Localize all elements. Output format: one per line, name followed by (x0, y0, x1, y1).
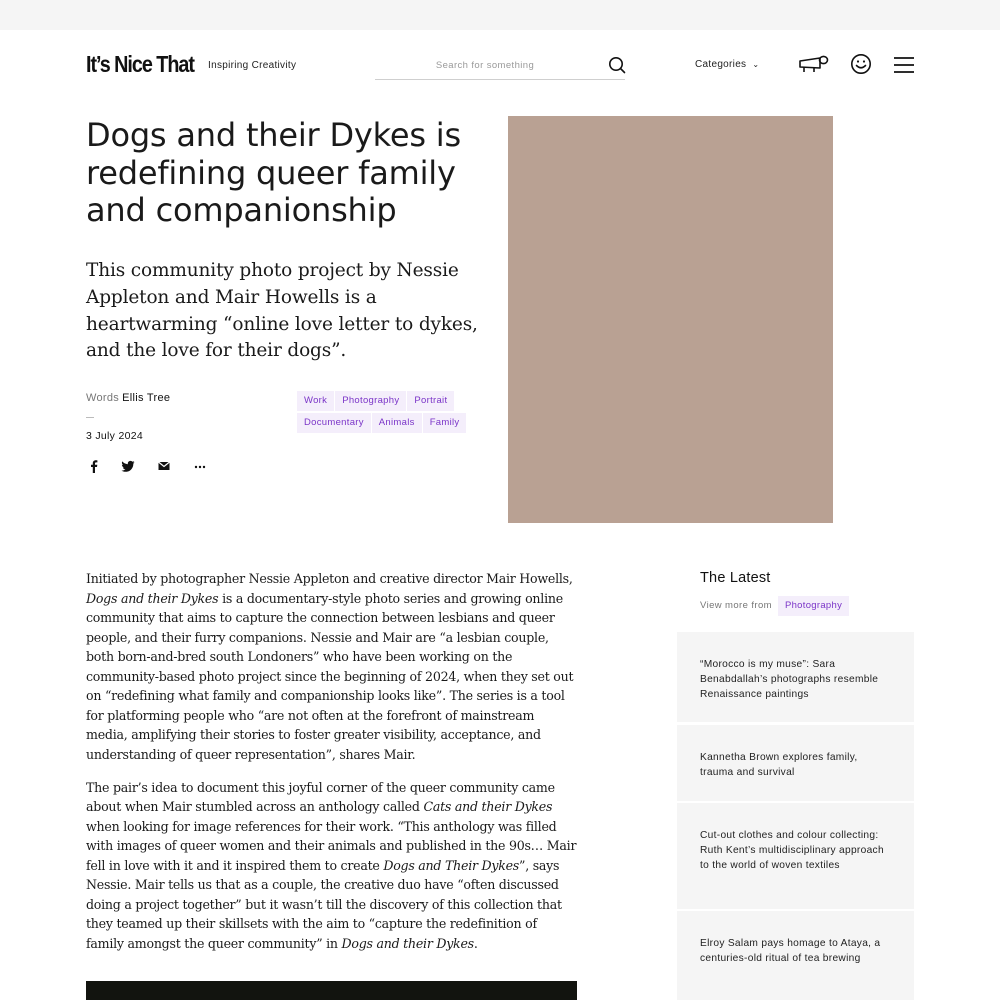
site-logo[interactable]: It’s Nice That (86, 51, 194, 77)
categories-label: Categories (695, 59, 747, 70)
search-input[interactable] (375, 54, 595, 76)
tag-animals[interactable]: Animals (372, 413, 422, 433)
words-label: Words (86, 392, 120, 404)
publish-date: 3 July 2024 (86, 430, 144, 442)
article-image (86, 981, 577, 1000)
site-header (0, 30, 1000, 100)
smiley-icon[interactable] (850, 53, 872, 80)
article-standfirst: This community photo project by Nessie Appleton and Mair Howells is a heartwarming “online love letter to dykes, and the love for their dogs”. (86, 260, 478, 362)
site-tagline: Inspiring Creativity (208, 60, 297, 71)
categories-dropdown[interactable] (695, 59, 759, 70)
twitter-icon[interactable] (120, 458, 136, 474)
latest-heading: The Latest (700, 570, 771, 586)
view-more-tag[interactable]: Photography (778, 596, 849, 616)
tag-documentary[interactable]: Documentary (297, 413, 371, 433)
author-link[interactable]: Ellis Tree (122, 392, 171, 404)
body-paragraph: The pair’s idea to document this joyful corner of the queer community came about when Mair stumbled across an anthology called Cats and their Dykes when looking for image references for their work. “This anthology was filled with images of queer women and their animals and published in the 90s… Mair fell in love with it and it inspired them to create Dogs and Their Dykes”, says Nessie. Mair tells us that as a couple, the creative duo have “often discussed doing a project together” but it wasn’t till the discovery of this collection that they teamed up their skillsets with the aim to “capture the redefinition of family amongst the queer community” in Dogs and their Dykes. (86, 779, 577, 951)
search-icon[interactable] (607, 55, 627, 75)
tag-list (297, 390, 487, 434)
latest-item[interactable]: Elroy Salam pays homage to Ataya, a centuries-old ritual of tea brewing (677, 911, 914, 1000)
hero-image (508, 116, 833, 523)
byline (86, 392, 170, 404)
latest-item[interactable]: Cut-out clothes and colour collecting: Ruth Kent’s multidisciplinary approach to the world of woven textiles (677, 803, 914, 909)
tag-family[interactable]: Family (423, 413, 467, 433)
article-headline: Dogs and their Dykes is redefining queer family and companionship (86, 116, 461, 229)
divider (86, 417, 94, 418)
tag-photography[interactable]: Photography (335, 391, 406, 411)
body-paragraph: Initiated by photographer Nessie Appleton and creative director Mair Howells, Dogs and their Dykes is a documentary-style photo series and growing online community that aims to capture the connection between lesbians and queer people, and their furry companions. Nessie and Mair are “a lesbian couple, both born-and-bred south Londoners” who have been working on the community-based photo project since the beginning of 2024, when they set out on “redefining what family and companionship looks like”. The series is a tool for platforming people who “are not often at the forefront of mainstream media, amplifying their stories to foster greater visibility, acceptance, and understanding of queer representation”, shares Mair. (86, 571, 574, 762)
chevron-down-icon: ⌄ (752, 60, 760, 69)
tag-work[interactable]: Work (297, 391, 334, 411)
browser-top-strip (0, 0, 1000, 30)
tag-portrait[interactable]: Portrait (407, 391, 454, 411)
article-body (86, 569, 578, 967)
facebook-icon[interactable] (86, 458, 102, 474)
view-more-label: View more from (700, 600, 772, 611)
email-icon[interactable] (156, 458, 172, 474)
menu-icon[interactable] (893, 56, 915, 79)
latest-item[interactable]: “Morocco is my muse”: Sara Benabdallah’s photographs resemble Renaissance paintings (677, 632, 914, 722)
megaphone-icon[interactable] (798, 54, 830, 79)
latest-item[interactable]: Kannetha Brown explores family, trauma and survival (677, 725, 914, 801)
view-more (700, 596, 850, 617)
more-icon[interactable] (192, 458, 208, 474)
search-bar (375, 50, 625, 80)
